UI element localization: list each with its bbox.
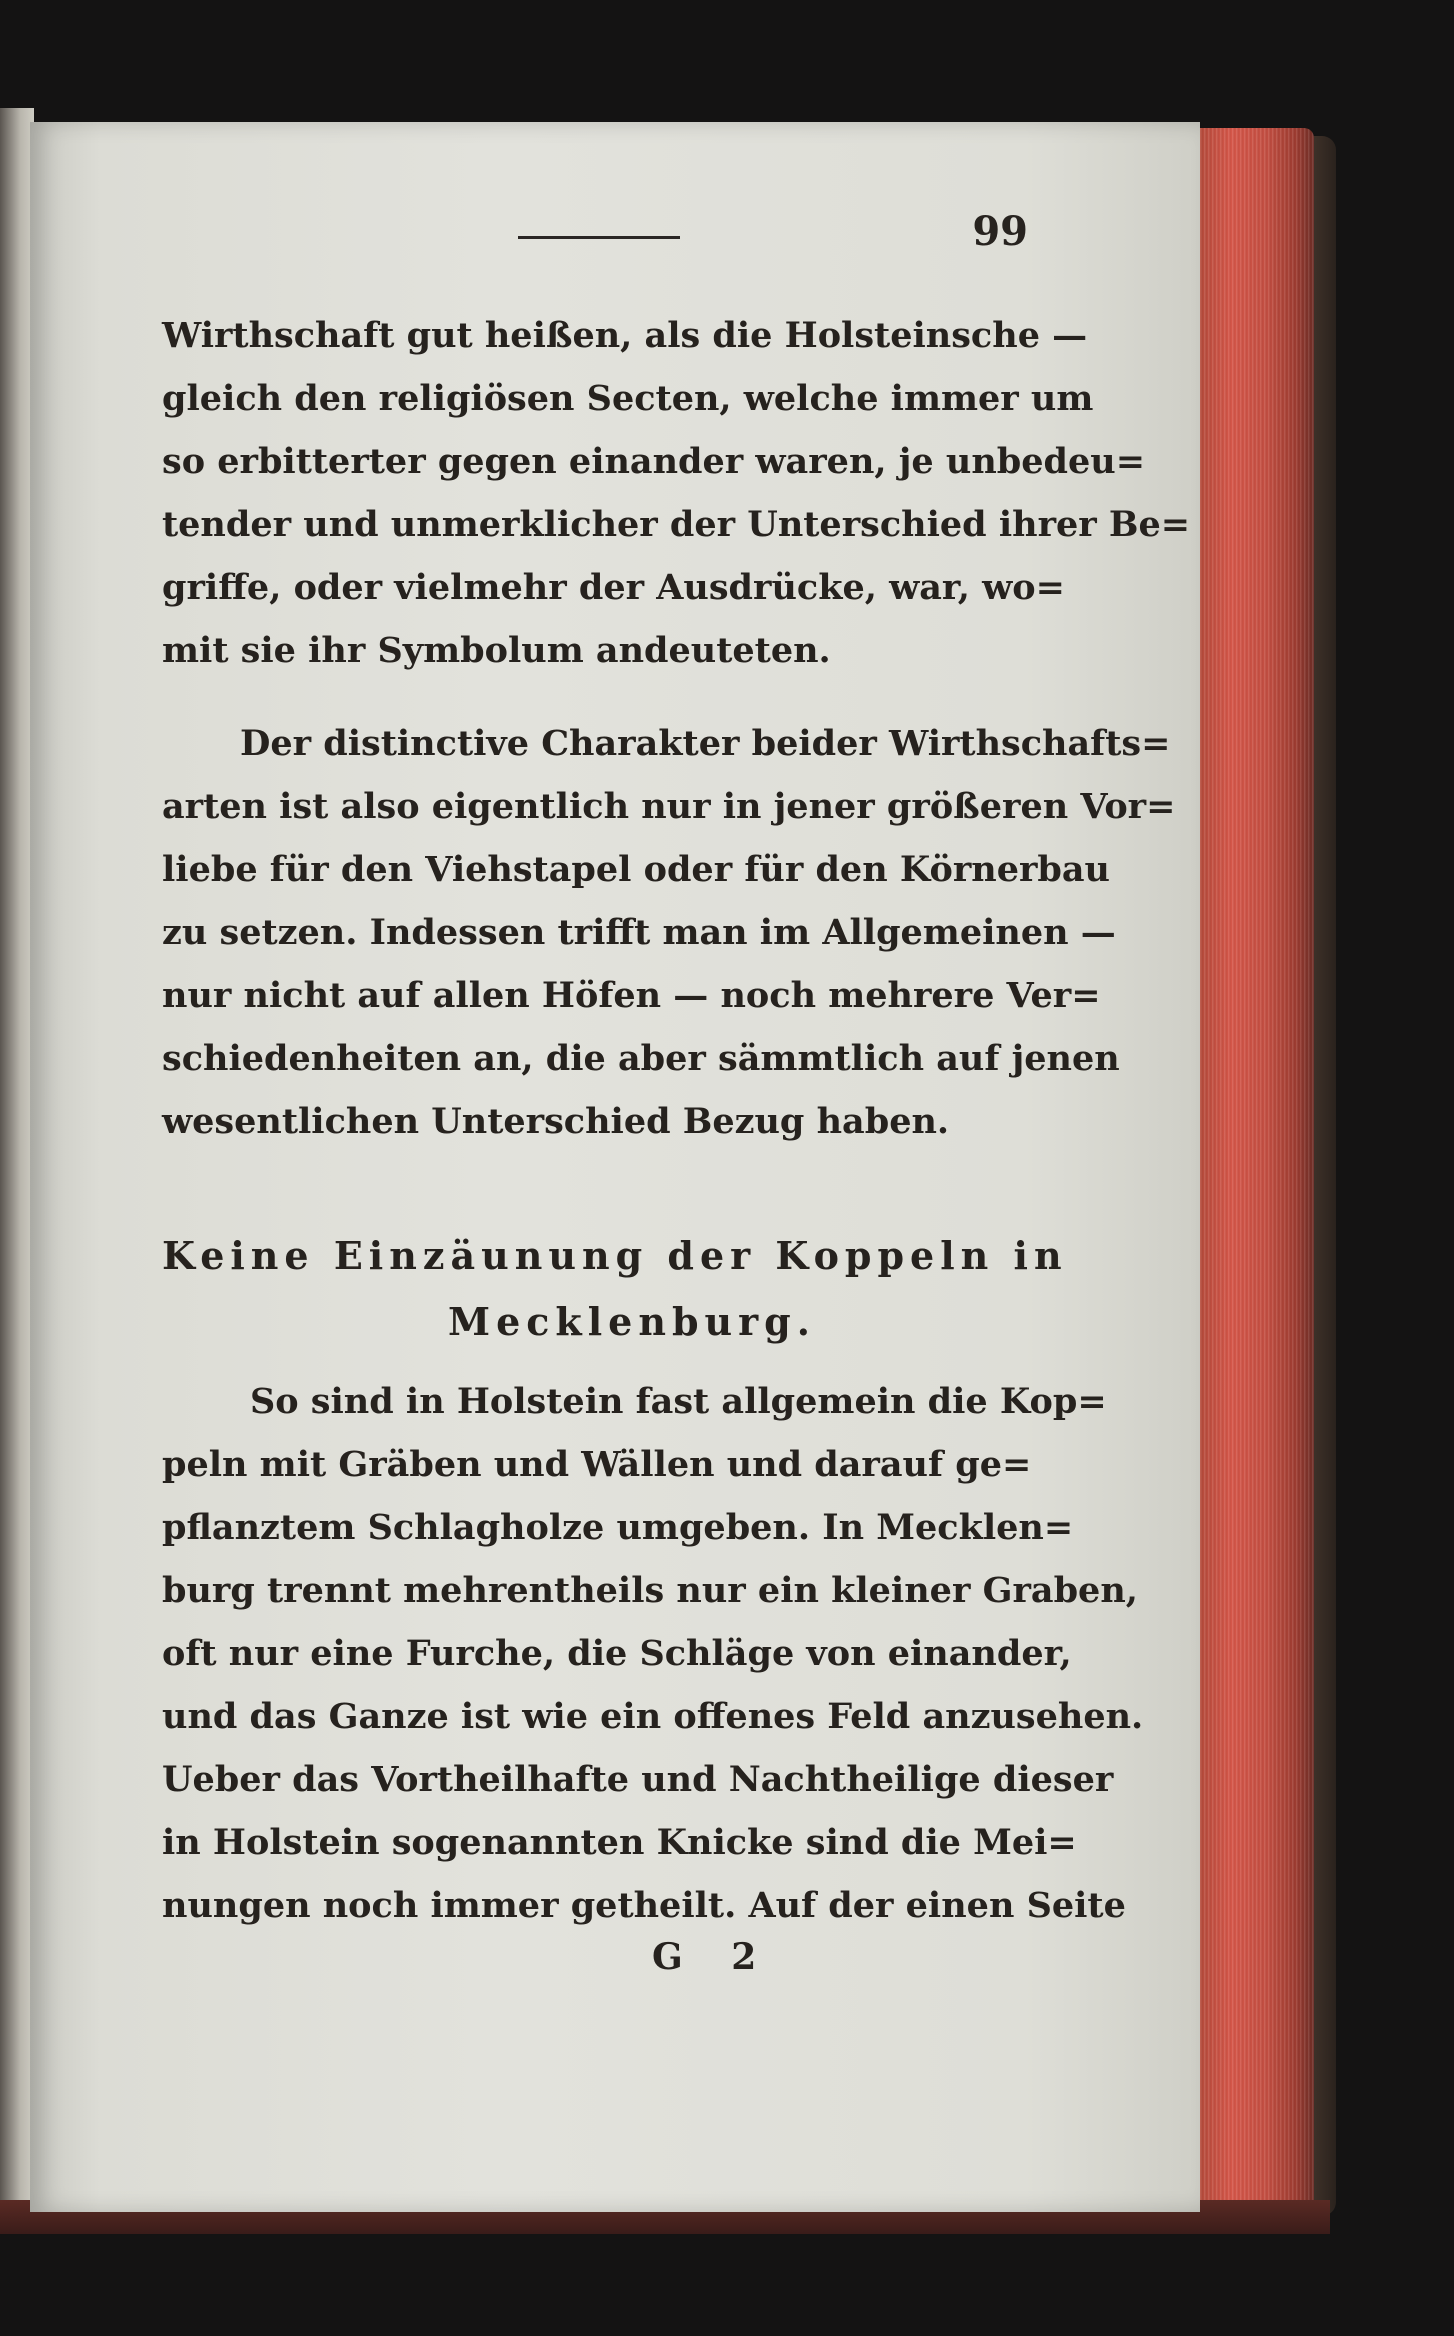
text-line: peln mit Gräben und Wällen und darauf ge=: [162, 1444, 1032, 1485]
text-line: in Holstein sogenannten Knicke sind die Mei=: [162, 1822, 1077, 1863]
text-line: schiedenheiten an, die aber sämmtlich auf jenen: [162, 1038, 1120, 1079]
text-line: Ueber das Vortheilhafte und Nachtheilige dieser: [162, 1759, 1114, 1800]
text-line: So sind in Holstein fast allgemein die Kop=: [250, 1381, 1107, 1422]
text-line: pflanztem Schlagholze umgeben. In Mecklen=: [162, 1507, 1074, 1548]
text-line: zu setzen. Indessen trifft man im Allgemeinen —: [162, 912, 1116, 953]
left-page-edge: [0, 108, 34, 2208]
page-number: 99: [972, 208, 1028, 255]
text-line: burg trennt mehrentheils nur ein kleiner Graben,: [162, 1570, 1138, 1611]
text-line: so erbitterter gegen einander waren, je unbedeu=: [162, 441, 1146, 482]
section-heading-line-1: Keine Einzäunung der Koppeln in: [162, 1233, 1068, 1278]
red-fore-edge: [1196, 128, 1314, 2218]
text-line: oft nur eine Furche, die Schläge von einander,: [162, 1633, 1072, 1674]
text-line: nur nicht auf allen Höfen — noch mehrere Ver=: [162, 975, 1101, 1016]
text-line: mit sie ihr Symbolum andeuteten.: [162, 630, 831, 671]
text-line: nungen noch immer getheilt. Auf der einen Seite: [162, 1885, 1126, 1926]
section-heading-line-2: Mecklenburg.: [448, 1299, 816, 1344]
text-line: Der distinctive Charakter beider Wirthschafts=: [240, 723, 1171, 764]
text-line: arten ist also eigentlich nur in jener größeren Vor=: [162, 786, 1176, 827]
signature-mark: G 2: [652, 1936, 775, 1978]
text-line: Wirthschaft gut heißen, als die Holsteinsche —: [162, 315, 1088, 356]
text-line: tender und unmerklicher der Unterschied ihrer Be=: [162, 504, 1191, 545]
text-line: liebe für den Viehstapel oder für den Körnerbau: [162, 849, 1111, 890]
text-line: und das Ganze ist wie ein offenes Feld anzusehen.: [162, 1696, 1144, 1737]
text-line: gleich den religiösen Secten, welche immer um: [162, 378, 1094, 419]
text-line: griffe, oder vielmehr der Ausdrücke, war, wo=: [162, 567, 1065, 608]
text-line: wesentlichen Unterschied Bezug haben.: [162, 1101, 950, 1142]
header-rule: [518, 236, 680, 239]
